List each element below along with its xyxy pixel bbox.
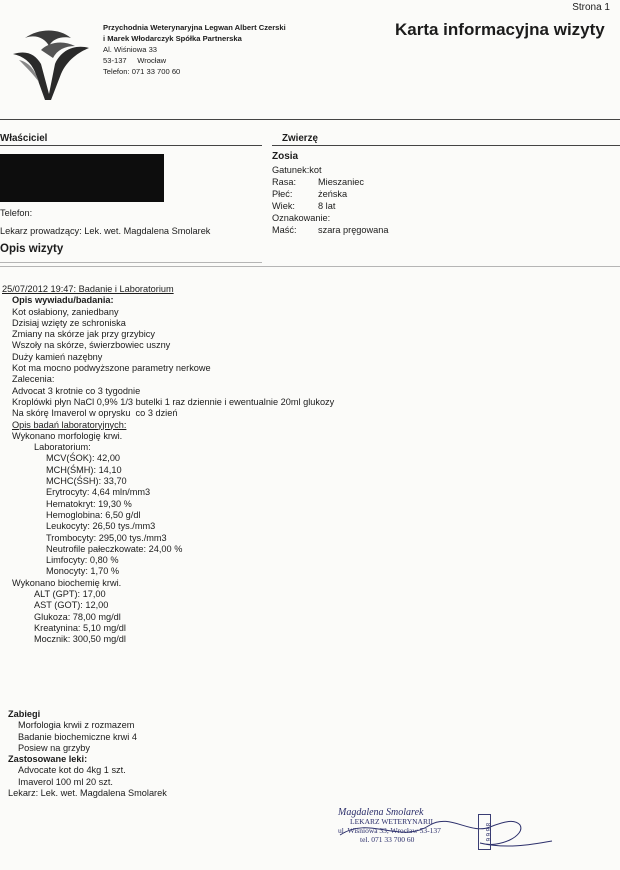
animal-species: Gatunek:kot — [272, 165, 322, 175]
doctor-line: Lekarz: Lek. wet. Magdalena Smolarek — [8, 788, 167, 799]
animal-breed: Rasa: Mieszaniec — [272, 177, 364, 187]
procedure-item: Badanie biochemiczne krwi 4 — [18, 731, 137, 742]
drug-item: Imaverol 100 ml 20 szt. — [18, 776, 113, 787]
clinic-header — [103, 22, 286, 77]
laboratory-label: Laboratorium: — [34, 442, 91, 453]
recommendation-item: Kroplówki płyn NaCl 0,9% 1/3 butelki 1 raz dziennie i ewentualnie 20ml glukozy — [12, 396, 335, 407]
attending-vet: Lekarz prowadzący: Lek. wet. Magdalena Smolarek — [0, 226, 211, 236]
visit-heading: Opis wizyty — [0, 243, 64, 255]
lab-result: Hemoglobina: 6,50 g/dl — [46, 509, 141, 520]
clinic-logo — [5, 20, 93, 102]
clinic-street: Al. Wiśniowa 33 — [103, 45, 158, 54]
clinic-city: 53-137 Wrocław — [103, 56, 167, 65]
interview-item: Duży kamień nazębny — [12, 351, 103, 362]
interview-item: Wszoły na skórze, świerzbowiec uszny — [12, 340, 171, 351]
header-divider — [0, 119, 620, 120]
drug-item: Advocate kot do 4kg 1 szt. — [18, 765, 126, 776]
procedures-heading: Zabiegi — [8, 709, 41, 719]
lab-heading: Opis badań laboratoryjnych: — [12, 419, 127, 430]
visit-heading-rule — [0, 262, 262, 263]
interview-item: Dzisiaj wzięty ze schroniska — [12, 317, 126, 328]
visit-date-line: 25/07/2012 19:47: Badanie i Laboratorium — [2, 284, 174, 294]
lab-result: Neutrofile pałeczkowate: 24,00 % — [46, 543, 183, 554]
animal-coat: Maść: szara pręgowana — [272, 225, 389, 235]
interview-heading: Opis wywiadu/badania: — [12, 295, 114, 306]
clinic-phone: Telefon: 071 33 700 60 — [103, 67, 181, 76]
lab-result: MCH(ŚMH): 14,10 — [46, 464, 122, 475]
procedure-item: Morfologia krwii z rozmazem — [18, 720, 135, 731]
stamp-address: ul. Wiśniowa 33, Wrocław 53-137 — [338, 826, 441, 835]
lab-result: Erytrocyty: 4,64 mln/mm3 — [46, 487, 151, 498]
document-title: Karta informacyjna wizyty — [395, 20, 605, 39]
procedures-and-drugs — [8, 709, 167, 799]
interview-item: Kot osłabiony, zaniedbany — [12, 306, 119, 317]
interview-item: Zmiany na skórze jak przy grzybicy — [12, 329, 155, 340]
drugs-heading: Zastosowane leki: — [8, 754, 88, 765]
lab-result: Hematokryt: 19,30 % — [46, 498, 132, 509]
animal-details — [272, 164, 388, 236]
lab-result: Monocyty: 1,70 % — [46, 566, 120, 577]
animal-name: Zosia — [272, 151, 299, 162]
stamp-name: Magdalena Smolarek — [338, 807, 424, 818]
animal-marking: Oznakowanie: — [272, 213, 331, 223]
redacted-owner-info — [0, 154, 164, 202]
recommendations-label: Zalecenia: — [12, 374, 55, 385]
owner-phone-label: Telefon: — [0, 208, 33, 218]
doctor-stamp — [338, 808, 441, 844]
visit-section-rule — [0, 266, 620, 267]
animal-heading-rule — [272, 145, 620, 146]
biochem-result: AST (GOT): 12,00 — [34, 600, 109, 611]
lab-result: Trombocyty: 295,00 tys./mm3 — [46, 532, 167, 543]
biochem-result: Mocznik: 300,50 mg/dl — [34, 634, 126, 645]
visit-description — [2, 284, 562, 646]
lab-result: MCV(ŚOK): 42,00 — [46, 453, 121, 464]
biochem-result: ALT (GPT): 17,00 — [34, 589, 106, 600]
recommendation-item: Na skórę Imaverol w oprysku co 3 dzień — [12, 408, 178, 419]
interview-item: Kot ma mocno podwyższone parametry nerkowe — [12, 363, 211, 374]
clinic-name-1: Przychodnia Weterynaryjna Legwan Albert Czerski — [103, 23, 286, 32]
stamp-phone: tel. 071 33 700 60 — [360, 835, 415, 844]
biochem-label: Wykonano biochemię krwi. — [12, 577, 122, 588]
lab-result: Leukocyty: 26,50 tys./mm3 — [46, 521, 156, 532]
animal-heading: Zwierzę — [282, 133, 318, 144]
procedure-item: Posiew na grzyby — [18, 742, 91, 753]
morphology-label: Wykonano morfologię krwi. — [12, 430, 123, 441]
biochem-result: Glukoza: 78,00 mg/dl — [34, 611, 121, 622]
owner-heading-rule — [0, 145, 262, 146]
animal-age: Wiek: 8 lat — [272, 201, 336, 211]
owner-heading: Właściciel — [0, 133, 48, 144]
biochem-result: Kreatynina: 5,10 mg/dl — [34, 622, 126, 633]
stamp-title: LEKARZ WETERYNARII — [350, 817, 433, 826]
lab-result: Limfocyty: 0,80 % — [46, 555, 119, 566]
interview-list — [2, 307, 562, 375]
page-number: Strona 1 — [572, 2, 610, 13]
animal-sex: Płeć: żeńska — [272, 189, 348, 199]
clinic-name-2: i Marek Włodarczyk Spółka Partnerska — [103, 34, 242, 43]
recommendation-item: Advocat 3 krotnie co 3 tygodnie — [12, 385, 141, 396]
lab-result: MCHC(ŚSH): 33,70 — [46, 476, 127, 487]
stamp-license-number: 8 6 6 6 — [478, 814, 491, 850]
